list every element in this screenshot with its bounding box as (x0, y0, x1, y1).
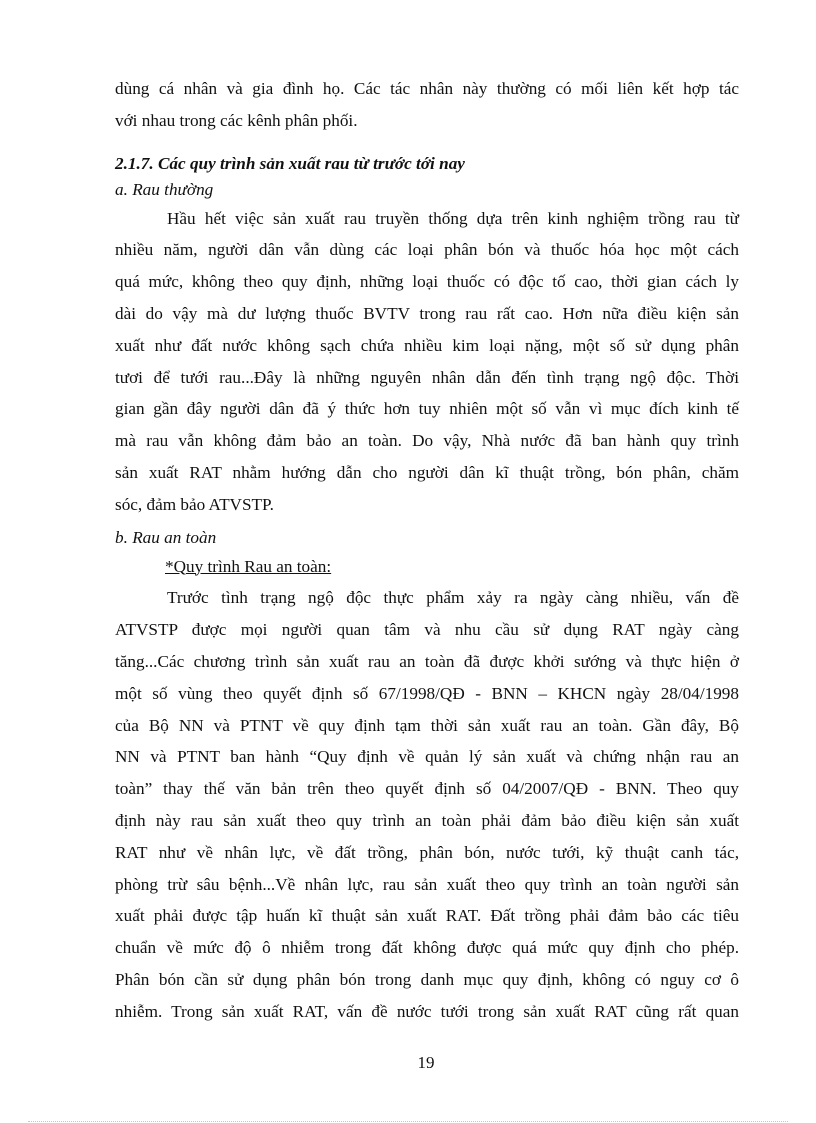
paragraph-line: NN và PTNT ban hành “Quy định về quản lý sản xuất và chứng nhận rau an (115, 747, 739, 767)
paragraph-line: với nhau trong các kênh phân phối. (115, 110, 358, 130)
footer-divider (28, 1121, 788, 1122)
paragraph-line: phòng trừ sâu bệnh...Về nhân lực, rau sản xuất theo quy trình an toàn người sản (115, 874, 739, 894)
paragraph-line: nhiễm. Trong sản xuất RAT, vấn đề nước tưới trong sản xuất RAT cũng rất quan (115, 1001, 739, 1021)
paragraph-line: nhiều năm, người dân vẫn dùng các loại phân bón và thuốc hóa học một cách (115, 240, 739, 260)
section-heading: 2.1.7. Các quy trình sản xuất rau từ trước tới nay (115, 153, 465, 173)
paragraph-line: xuất như đất nước không sạch chứa nhiều kim loại nặng, một số sử dụng phân (115, 335, 739, 355)
paragraph-line: định này rau sản xuất theo quy trình an toàn phải đảm bảo điều kiện sản xuất (115, 810, 739, 830)
paragraph-line: Phân bón cần sử dụng phân bón trong danh mục quy định, không có nguy cơ ô (115, 969, 739, 989)
paragraph-line: tươi để tưới rau...Đây là những nguyên nhân dẫn đến tình trạng ngộ độc. Thời (115, 367, 739, 387)
paragraph-line: xuất phải được tập huấn kĩ thuật sản xuất RAT. Đất trồng phải đảm bảo các tiêu (115, 906, 739, 926)
paragraph-line: quá mức, không theo quy định, những loại thuốc có độc tố cao, thời gian cách ly (115, 272, 739, 292)
paragraph-line: Trước tình trạng ngộ độc thực phẩm xảy ra ngày càng nhiều, vấn đề (167, 588, 739, 608)
procedure-title: *Quy trình Rau an toàn: (165, 556, 332, 576)
paragraph-line: Hầu hết việc sản xuất rau truyền thống dựa trên kinh nghiệm trồng rau từ (167, 208, 739, 228)
paragraph-line: RAT như về nhân lực, về đất trồng, phân bón, nước tưới, kỹ thuật canh tác, (115, 842, 739, 862)
subsection-heading-b: b. Rau an toàn (115, 527, 217, 547)
page-number: 19 (417, 1053, 435, 1072)
paragraph-line: dài do vậy mà dư lượng thuốc BVTV trong rau rất cao. Hơn nữa điều kiện sản (115, 303, 739, 323)
paragraph-rau-thuong (115, 203, 739, 521)
paragraph-line: toàn” thay thế văn bản trên theo quyết định số 04/2007/QĐ - BNN. Theo quy (115, 779, 739, 799)
paragraph-line: sản xuất RAT nhằm hướng dẫn cho người dân kĩ thuật trồng, bón phân, chăm (115, 462, 739, 482)
page-body (115, 73, 739, 1028)
paragraph-line: gian gần đây người dân đã ý thức hơn tuy nhiên một số vẫn vì mục đích kinh tế (115, 399, 739, 419)
paragraph-line: sóc, đảm bảo ATVSTP. (115, 494, 274, 514)
intro-paragraph (115, 73, 739, 137)
subsection-heading-a: a. Rau thường (115, 179, 214, 199)
paragraph-line: mà rau vẫn không đảm bảo an toàn. Do vậy, Nhà nước đã ban hành quy trình (115, 431, 739, 451)
paragraph-line: dùng cá nhân và gia đình họ. Các tác nhân này thường có mối liên kết hợp tác (115, 79, 739, 98)
paragraph-line: một số vùng theo quyết định số 67/1998/QĐ - BNN – KHCN ngày 28/04/1998 (115, 683, 739, 703)
paragraph-line: ATVSTP được mọi người quan tâm và nhu cầu sử dụng RAT ngày càng (115, 620, 739, 640)
paragraph-rau-an-toan (115, 582, 739, 1027)
paragraph-line: của Bộ NN và PTNT về quy định tạm thời sản xuất rau an toàn. Gần đây, Bộ (115, 715, 739, 735)
paragraph-line: tăng...Các chương trình sản xuất rau an toàn đã được khởi sướng và thực hiện ở (115, 651, 739, 671)
paragraph-line: chuẩn về mức độ ô nhiễm trong đất không được quá mức quy định cho phép. (115, 938, 739, 958)
